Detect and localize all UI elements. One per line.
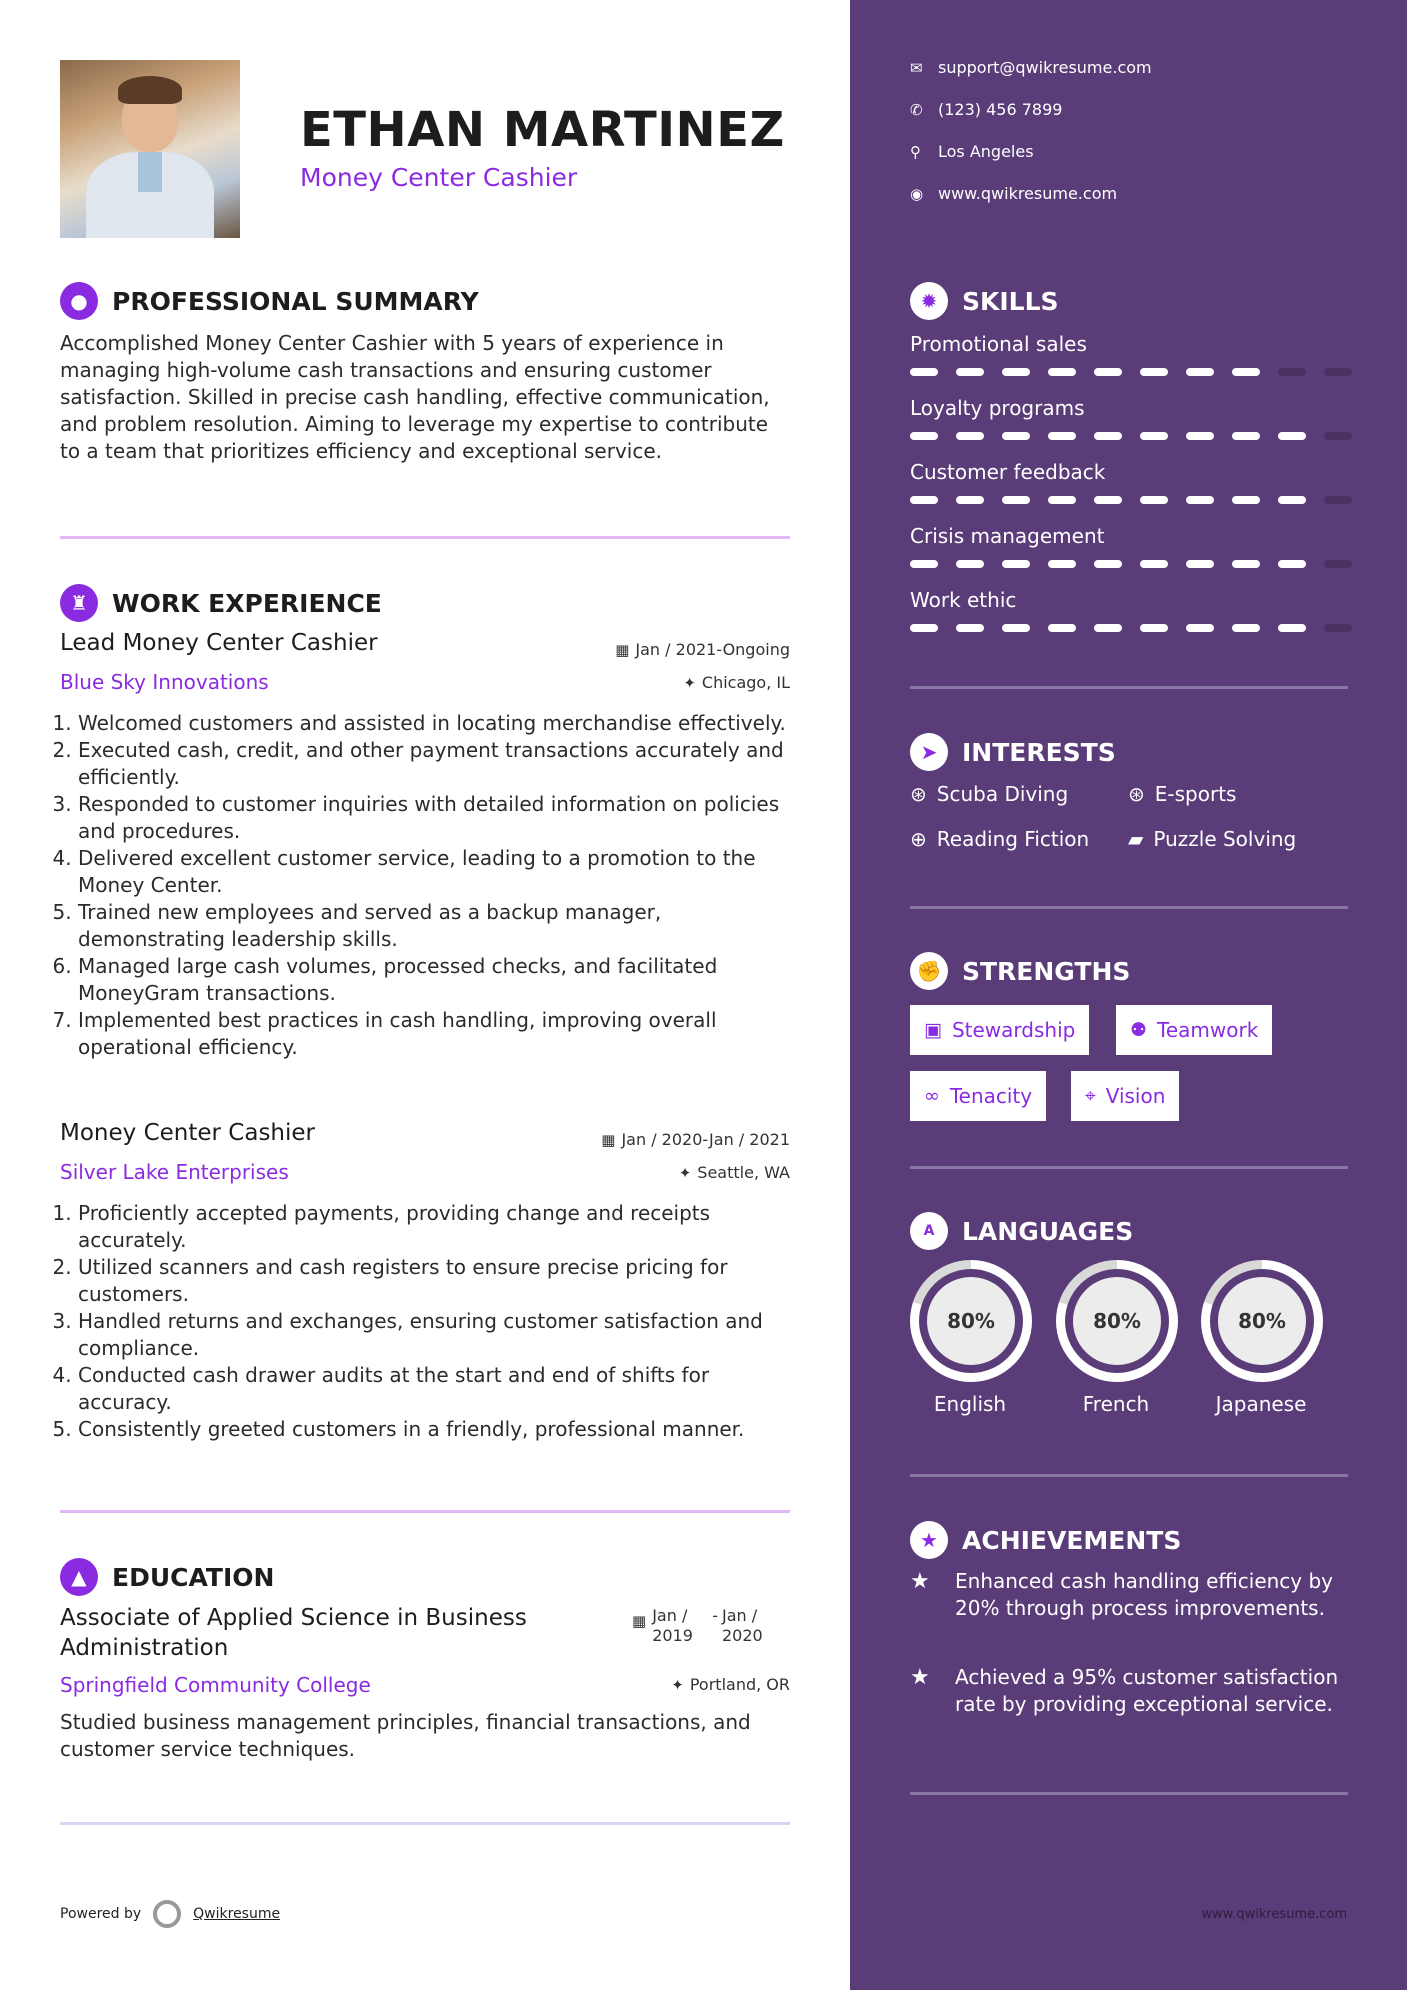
paper-plane-icon: ➤ xyxy=(910,733,948,771)
skill-meter-segment xyxy=(1232,432,1260,440)
languages-heading: A LANGUAGES xyxy=(910,1212,1133,1250)
achievements-heading: ★ ACHIEVEMENTS xyxy=(910,1521,1181,1559)
shooting-star-icon: ★ xyxy=(910,1665,930,1690)
skill-meter-segment xyxy=(1232,368,1260,376)
skill-meter-segment xyxy=(1278,560,1306,568)
skill-meter-segment xyxy=(1186,496,1214,504)
users-icon: ⚉ xyxy=(1130,1019,1148,1041)
lifebuoy-icon: ⊛ xyxy=(910,782,927,806)
job-location: ✦ Seattle, WA xyxy=(678,1163,790,1182)
strength-chip: ∞ Tenacity xyxy=(910,1071,1046,1121)
skill-meter-segment xyxy=(956,624,984,632)
list-item: 4. Delivered excellent customer service, leading to a promotion to the Money Center. xyxy=(78,845,790,899)
contact-email[interactable]: ✉ support@qwikresume.com xyxy=(910,58,1152,77)
language-item xyxy=(1056,1260,1176,1416)
skill-meter-segment xyxy=(1232,560,1260,568)
interest-item: ▰ Puzzle Solving xyxy=(1128,827,1297,851)
divider xyxy=(910,906,1348,909)
divider xyxy=(910,1792,1348,1795)
interest-item: ⊛ E-sports xyxy=(1128,782,1237,806)
list-item: 4. Conducted cash drawer audits at the start and end of shifts for accuracy. xyxy=(78,1362,790,1416)
skill-meter xyxy=(910,368,1352,376)
skill-meter-segment xyxy=(1140,560,1168,568)
skill-meter-segment xyxy=(1094,560,1122,568)
skill-meter-segment xyxy=(956,496,984,504)
shooting-star-icon: ★ xyxy=(910,1569,930,1594)
calendar-icon: ▦ xyxy=(601,1131,616,1149)
map-pin-icon: ⚲ xyxy=(910,142,921,161)
skill-meter-segment xyxy=(1324,496,1352,504)
skill-meter-segment xyxy=(1048,560,1076,568)
contact-website[interactable]: ◉ www.qwikresume.com xyxy=(910,184,1118,203)
skill-meter-segment xyxy=(1002,560,1030,568)
divider xyxy=(910,686,1348,689)
briefcase-icon: ▣ xyxy=(924,1019,942,1041)
skill-meter-segment xyxy=(1002,368,1030,376)
list-item: 2. Executed cash, credit, and other payment transactions accurately and efficiently. xyxy=(78,737,790,791)
skill-meter-segment xyxy=(1278,368,1306,376)
skill-meter-segment xyxy=(1140,368,1168,376)
candidate-name: ETHAN MARTINEZ xyxy=(300,102,785,158)
school-name: Springfield Community College xyxy=(60,1673,371,1697)
lifebuoy-icon: ⊛ xyxy=(1128,782,1145,806)
language-icon: A xyxy=(910,1212,948,1250)
skill-meter xyxy=(910,496,1352,504)
skill-meter-segment xyxy=(1094,432,1122,440)
language-percent: 80% xyxy=(1218,1277,1306,1365)
powered-by xyxy=(60,1900,280,1928)
strengths-heading: ✊ STRENGTHS xyxy=(910,952,1130,990)
skill-meter-segment xyxy=(1048,496,1076,504)
summary-text: Accomplished Money Center Cashier with 5 years of experience in managing high-volume cash transactions and ensuring customer satisfaction. Skilled in precise cash handling, effective communication, and problem resolution. Aiming to leverage my expertise to contribute to a team that prioritizes efficiency and exceptional service. xyxy=(60,331,770,463)
fist-icon: ✊ xyxy=(910,952,948,990)
skill-label: Loyalty programs xyxy=(910,396,1085,420)
list-item: 1. Welcomed customers and assisted in locating merchandise effectively. xyxy=(78,710,790,737)
job-responsibilities xyxy=(60,710,790,1061)
skill-meter-segment xyxy=(1094,624,1122,632)
skill-meter-segment xyxy=(1278,624,1306,632)
skill-meter-segment xyxy=(1324,624,1352,632)
education-text: Studied business management principles, financial transactions, and customer service techniques. xyxy=(60,1710,751,1761)
skill-meter-segment xyxy=(1232,496,1260,504)
strength-chip: ▣ Stewardship xyxy=(910,1005,1089,1055)
language-percent: 80% xyxy=(927,1277,1015,1365)
skill-meter-segment xyxy=(1094,368,1122,376)
skill-meter-segment xyxy=(1002,432,1030,440)
skill-meter-segment xyxy=(956,368,984,376)
skill-meter-segment xyxy=(1048,368,1076,376)
book-icon: ▰ xyxy=(1128,827,1144,851)
pin-icon: ✦ xyxy=(678,1164,692,1182)
divider xyxy=(60,1822,790,1825)
divider xyxy=(60,536,790,539)
skill-meter-segment xyxy=(1324,432,1352,440)
work-heading: ♜ WORK EXPERIENCE xyxy=(60,584,382,622)
globe-icon: ◉ xyxy=(910,184,924,203)
calendar-icon: ▦ xyxy=(615,641,630,659)
skill-meter-segment xyxy=(1186,624,1214,632)
skill-meter-segment xyxy=(1094,496,1122,504)
skill-meter-segment xyxy=(956,432,984,440)
graduate-icon: ▲ xyxy=(60,1558,98,1596)
chair-icon: ♜ xyxy=(60,584,98,622)
skill-meter-segment xyxy=(1002,624,1030,632)
achievement-item: ★ Achieved a 95% customer satisfaction rate by providing exceptional service. xyxy=(910,1665,1339,1716)
skill-meter-segment xyxy=(1186,560,1214,568)
calendar-icon: ▦ xyxy=(632,1612,647,1630)
list-item: 3. Responded to customer inquiries with detailed information on policies and procedures. xyxy=(78,791,790,845)
interest-item: ⊛ Scuba Diving xyxy=(910,782,1069,806)
degree-title: Associate of Applied Science in Business Administration xyxy=(60,1605,527,1661)
pin-icon: ✦ xyxy=(671,1676,684,1694)
skill-meter-segment xyxy=(1140,496,1168,504)
user-icon: ● xyxy=(60,282,98,320)
language-name: English xyxy=(933,1392,1007,1416)
job-dates: ▦ Jan / 2020-Jan / 2021 xyxy=(601,1130,790,1149)
job-location: ✦ Chicago, IL xyxy=(683,673,790,692)
skill-meter-segment xyxy=(910,432,938,440)
qwikresume-logo-icon xyxy=(153,1900,181,1928)
skill-meter-segment xyxy=(1278,496,1306,504)
summary-heading: ● PROFESSIONAL SUMMARY xyxy=(60,282,479,320)
contact-phone[interactable]: ✆ (123) 456 7899 xyxy=(910,100,1063,119)
skill-meter-segment xyxy=(910,368,938,376)
strength-chip: ⌖ Vision xyxy=(1071,1071,1179,1121)
skill-meter-segment xyxy=(1324,368,1352,376)
job-title: Money Center Cashier xyxy=(60,1120,315,1146)
job-title: Lead Money Center Cashier xyxy=(60,630,378,656)
language-percent: 80% xyxy=(1073,1277,1161,1365)
skill-meter-segment xyxy=(1140,432,1168,440)
job-dates: ▦ Jan / 2021-Ongoing xyxy=(615,640,790,659)
profile-photo xyxy=(60,60,240,238)
lightbulb-icon: ✹ xyxy=(910,282,948,320)
skill-label: Crisis management xyxy=(910,524,1105,548)
pin-icon: ✦ xyxy=(683,674,696,692)
divider xyxy=(910,1166,1348,1169)
link-icon: ∞ xyxy=(924,1085,940,1107)
skill-meter-segment xyxy=(1324,560,1352,568)
strength-chip: ⚉ Teamwork xyxy=(1116,1005,1272,1055)
skill-meter-segment xyxy=(1048,432,1076,440)
skill-meter-segment xyxy=(910,560,938,568)
footer-site[interactable]: www.qwikresume.com xyxy=(1201,1907,1347,1922)
envelope-icon: ✉ xyxy=(910,58,923,77)
contact-location: ⚲ Los Angeles xyxy=(910,142,1034,161)
list-item: 5. Consistently greeted customers in a friendly, professional manner. xyxy=(78,1416,790,1443)
education-location: ✦ Portland, OR xyxy=(671,1675,790,1694)
skill-label: Customer feedback xyxy=(910,460,1106,484)
language-ring xyxy=(1056,1260,1178,1382)
skill-meter-segment xyxy=(1140,624,1168,632)
skill-meter-segment xyxy=(1232,624,1260,632)
qwikresume-link[interactable]: Qwikresume xyxy=(193,1906,281,1922)
skill-meter xyxy=(910,624,1352,632)
phone-icon: ✆ xyxy=(910,100,923,119)
skill-meter-segment xyxy=(1002,496,1030,504)
interests-heading: ➤ INTERESTS xyxy=(910,733,1116,771)
gamepad-icon: ⊕ xyxy=(910,827,927,851)
language-ring xyxy=(1201,1260,1323,1382)
list-item: 6. Managed large cash volumes, processed checks, and facilitated MoneyGram transactions. xyxy=(78,953,790,1007)
language-name: French xyxy=(1082,1392,1150,1416)
list-item: 5. Trained new employees and served as a backup manager, demonstrating leadership skills. xyxy=(78,899,790,953)
skill-meter-segment xyxy=(956,560,984,568)
skills-heading: ✹ SKILLS xyxy=(910,282,1059,320)
education-dates: ▦ Jan / 2019 - Jan / 2020 xyxy=(632,1606,763,1645)
job-responsibilities xyxy=(60,1200,790,1443)
skill-label: Promotional sales xyxy=(910,332,1087,356)
interest-item: ⊕ Reading Fiction xyxy=(910,827,1090,851)
list-item: 2. Utilized scanners and cash registers to ensure precise pricing for customers. xyxy=(78,1254,790,1308)
binoculars-icon: ⌖ xyxy=(1085,1085,1096,1107)
skill-meter xyxy=(910,560,1352,568)
star-badge-icon: ★ xyxy=(910,1521,948,1559)
skill-meter-segment xyxy=(910,624,938,632)
divider xyxy=(910,1474,1348,1477)
powered-by-label: Powered by xyxy=(60,1906,142,1922)
language-name: Japanese xyxy=(1215,1392,1307,1416)
list-item: 1. Proficiently accepted payments, providing change and receipts accurately. xyxy=(78,1200,790,1254)
language-item xyxy=(1201,1260,1321,1416)
list-item: 3. Handled returns and exchanges, ensuring customer satisfaction and compliance. xyxy=(78,1308,790,1362)
divider xyxy=(60,1510,790,1513)
skill-meter-segment xyxy=(1186,432,1214,440)
company-name: Blue Sky Innovations xyxy=(60,670,269,694)
skill-meter-segment xyxy=(1048,624,1076,632)
skill-meter-segment xyxy=(1186,368,1214,376)
skill-label: Work ethic xyxy=(910,588,1017,612)
skill-meter-segment xyxy=(1278,432,1306,440)
list-item: 7. Implemented best practices in cash handling, improving overall operational efficiency. xyxy=(78,1007,790,1061)
education-heading: ▲ EDUCATION xyxy=(60,1558,274,1596)
language-ring xyxy=(910,1260,1032,1382)
achievement-item: ★ Enhanced cash handling efficiency by 20% through process improvements. xyxy=(910,1569,1334,1620)
skill-meter-segment xyxy=(910,496,938,504)
language-item xyxy=(910,1260,1030,1416)
skill-meter xyxy=(910,432,1352,440)
candidate-title: Money Center Cashier xyxy=(300,163,578,192)
company-name: Silver Lake Enterprises xyxy=(60,1160,289,1184)
